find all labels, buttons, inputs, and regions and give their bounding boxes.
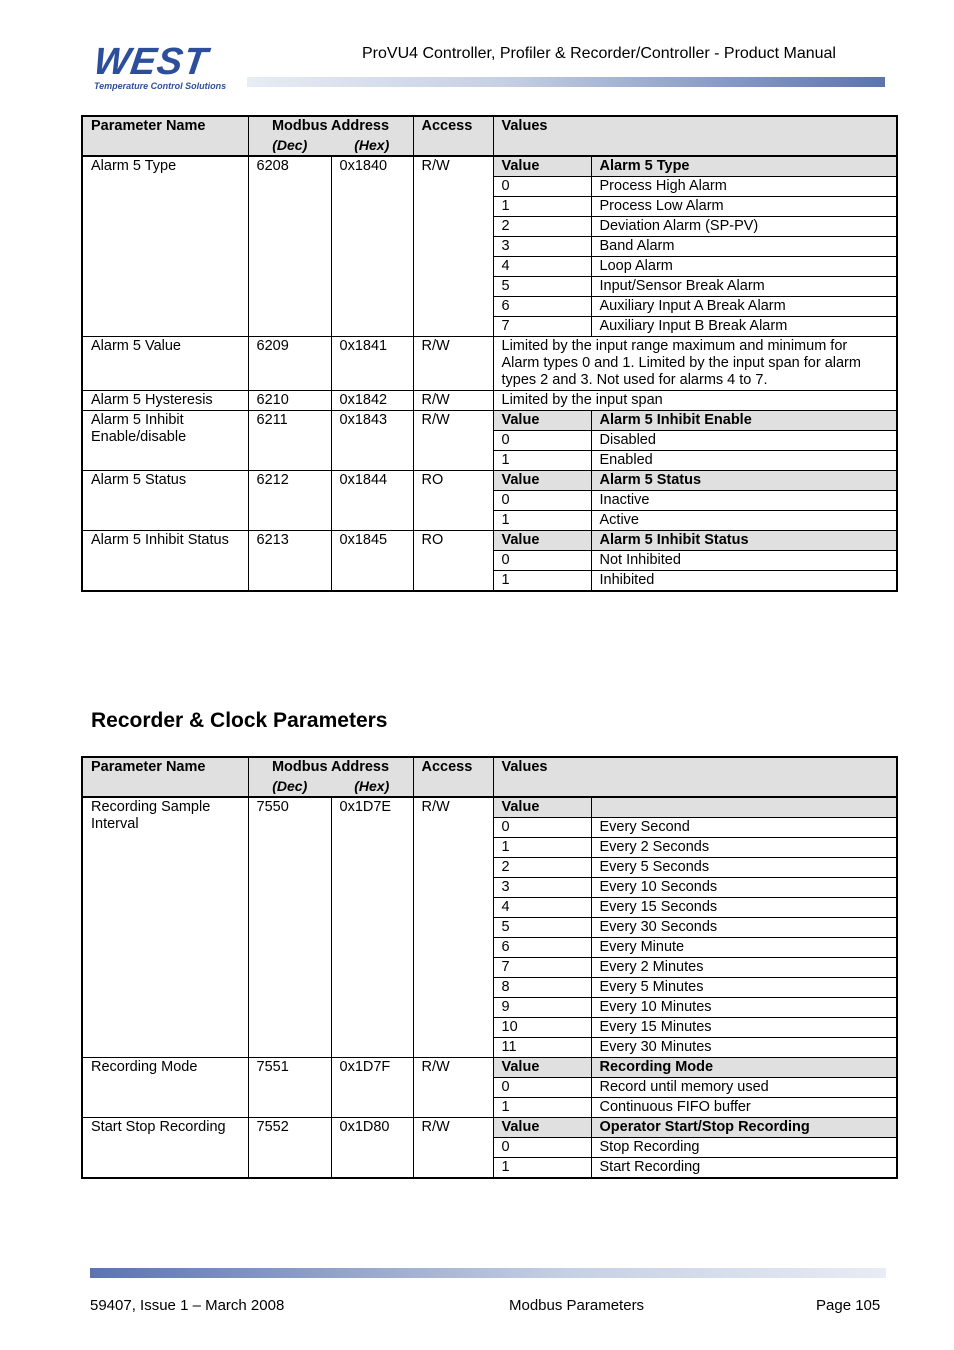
access-mode: R/W: [413, 156, 493, 337]
parameter-name: Alarm 5 Hysteresis: [82, 391, 248, 411]
section-title: Recorder & Clock Parameters: [91, 709, 388, 732]
value-code: 3: [493, 878, 591, 898]
value-code: 1: [493, 451, 591, 471]
modbus-hex: 0x1D7F: [331, 1058, 413, 1118]
access-mode: R/W: [413, 797, 493, 1058]
value-text: Limited by the input span: [493, 391, 897, 411]
value-code: 1: [493, 511, 591, 531]
value-code: 0: [493, 551, 591, 571]
value-description: Every 10 Seconds: [591, 878, 897, 898]
value-column-header: Value: [493, 1058, 591, 1078]
access-mode: RO: [413, 471, 493, 531]
value-code: 11: [493, 1038, 591, 1058]
header-dec: (Dec): [248, 777, 331, 797]
recorder-parameter-table: [81, 756, 898, 1179]
value-description: Enabled: [591, 451, 897, 471]
value-code: 5: [493, 277, 591, 297]
table-row: [82, 156, 897, 177]
header-blank: [82, 777, 248, 797]
value-description: Every 15 Minutes: [591, 1018, 897, 1038]
modbus-hex: 0x1841: [331, 337, 413, 391]
parameter-name: Alarm 5 Type: [82, 156, 248, 337]
value-description: Every 2 Seconds: [591, 838, 897, 858]
modbus-hex: 0x1D80: [331, 1118, 413, 1179]
manual-title: ProVU4 Controller, Profiler & Recorder/Controller - Product Manual: [362, 45, 836, 62]
table-row: [82, 1118, 897, 1138]
value-code: 4: [493, 257, 591, 277]
value-code: 0: [493, 818, 591, 838]
modbus-hex: 0x1840: [331, 156, 413, 337]
values-column-header: Alarm 5 Inhibit Enable: [591, 411, 897, 431]
value-description: Auxiliary Input B Break Alarm: [591, 317, 897, 337]
header-modbus-address: Modbus Address: [248, 116, 413, 136]
header-values: Values: [493, 116, 897, 136]
value-description: Every Minute: [591, 938, 897, 958]
access-mode: R/W: [413, 391, 493, 411]
logo-subtitle: Temperature Control Solutions: [94, 81, 227, 91]
table-header-row: [82, 116, 897, 136]
access-mode: R/W: [413, 337, 493, 391]
value-code: 5: [493, 918, 591, 938]
value-column-header: Value: [493, 156, 591, 177]
value-code: 1: [493, 838, 591, 858]
modbus-dec: 6210: [248, 391, 331, 411]
value-description: Active: [591, 511, 897, 531]
value-description: Input/Sensor Break Alarm: [591, 277, 897, 297]
value-code: 8: [493, 978, 591, 998]
value-description: Every 2 Minutes: [591, 958, 897, 978]
value-code: 6: [493, 297, 591, 317]
access-mode: RO: [413, 531, 493, 592]
value-description: Stop Recording: [591, 1138, 897, 1158]
modbus-dec: 6209: [248, 337, 331, 391]
table-row: [82, 411, 897, 431]
modbus-hex: 0x1842: [331, 391, 413, 411]
value-description: Deviation Alarm (SP-PV): [591, 217, 897, 237]
value-code: 6: [493, 938, 591, 958]
value-code: 1: [493, 1098, 591, 1118]
header-modbus-address: Modbus Address: [248, 757, 413, 777]
footer-page-number: Page 105: [816, 1297, 881, 1314]
value-column-header: Value: [493, 471, 591, 491]
footer-section: Modbus Parameters: [509, 1297, 645, 1314]
parameter-name: Recording Sample Interval: [82, 797, 248, 1058]
value-description: Band Alarm: [591, 237, 897, 257]
value-description: Every 30 Seconds: [591, 918, 897, 938]
alarm5-parameter-table: [81, 115, 898, 592]
values-column-header: Recording Mode: [591, 1058, 897, 1078]
value-description: Continuous FIFO buffer: [591, 1098, 897, 1118]
modbus-hex: 0x1845: [331, 531, 413, 592]
header-parameter-name: Parameter Name: [82, 116, 248, 136]
value-code: 0: [493, 1138, 591, 1158]
value-description: Inactive: [591, 491, 897, 511]
value-column-header: Value: [493, 797, 591, 818]
values-column-header: Operator Start/Stop Recording: [591, 1118, 897, 1138]
value-code: 3: [493, 237, 591, 257]
modbus-dec: 6208: [248, 156, 331, 337]
header-access: Access: [413, 116, 493, 136]
value-code: 2: [493, 858, 591, 878]
value-code: 2: [493, 217, 591, 237]
value-description: Every 30 Minutes: [591, 1038, 897, 1058]
parameter-name: Alarm 5 Status: [82, 471, 248, 531]
value-description: Process Low Alarm: [591, 197, 897, 217]
modbus-dec: 7551: [248, 1058, 331, 1118]
access-mode: R/W: [413, 411, 493, 471]
value-column-header: Value: [493, 1118, 591, 1138]
parameter-name: Recording Mode: [82, 1058, 248, 1118]
value-code: 7: [493, 317, 591, 337]
header-blank: [493, 136, 897, 156]
modbus-hex: 0x1843: [331, 411, 413, 471]
value-code: 0: [493, 491, 591, 511]
west-logo: [91, 41, 246, 92]
table-row: [82, 1058, 897, 1078]
value-code: 9: [493, 998, 591, 1018]
header-values: Values: [493, 757, 897, 777]
values-column-header: [591, 797, 897, 818]
value-code: 10: [493, 1018, 591, 1038]
value-description: Start Recording: [591, 1158, 897, 1179]
value-description: Inhibited: [591, 571, 897, 592]
table-row: [82, 471, 897, 491]
recorder-table-body: [82, 757, 897, 1178]
access-mode: R/W: [413, 1118, 493, 1179]
header-parameter-name: Parameter Name: [82, 757, 248, 777]
header-blank: [82, 136, 248, 156]
value-code: 7: [493, 958, 591, 978]
values-column-header: Alarm 5 Inhibit Status: [591, 531, 897, 551]
header-blank: [413, 136, 493, 156]
value-description: Not Inhibited: [591, 551, 897, 571]
value-description: Auxiliary Input A Break Alarm: [591, 297, 897, 317]
header-rule: [247, 77, 885, 87]
header-hex: (Hex): [331, 136, 413, 156]
value-code: 1: [493, 197, 591, 217]
logo-word: WEST: [91, 41, 211, 83]
value-code: 4: [493, 898, 591, 918]
modbus-dec: 6212: [248, 471, 331, 531]
modbus-dec: 6213: [248, 531, 331, 592]
modbus-dec: 7550: [248, 797, 331, 1058]
table-subheader-row: [82, 136, 897, 156]
table-subheader-row: [82, 777, 897, 797]
parameter-name: Alarm 5 Inhibit Enable/disable: [82, 411, 248, 471]
value-description: Disabled: [591, 431, 897, 451]
header-access: Access: [413, 757, 493, 777]
parameter-name: Alarm 5 Value: [82, 337, 248, 391]
value-code: 1: [493, 571, 591, 592]
value-text: Limited by the input range maximum and minimum for Alarm types 0 and 1. Limited by the input span for alarm types 2 and 3. Not used for alarms 4 to 7.: [493, 337, 897, 391]
footer-doc-id: 59407, Issue 1 – March 2008: [90, 1297, 285, 1314]
table-row: [82, 391, 897, 411]
modbus-dec: 7552: [248, 1118, 331, 1179]
modbus-hex: 0x1844: [331, 471, 413, 531]
table-row: [82, 337, 897, 391]
header-hex: (Hex): [331, 777, 413, 797]
modbus-hex: 0x1D7E: [331, 797, 413, 1058]
value-column-header: Value: [493, 411, 591, 431]
value-description: Process High Alarm: [591, 177, 897, 197]
footer-rule: [90, 1268, 886, 1278]
table-row: [82, 531, 897, 551]
access-mode: R/W: [413, 1058, 493, 1118]
alarm5-table-body: [82, 116, 897, 591]
value-description: Record until memory used: [591, 1078, 897, 1098]
value-description: Loop Alarm: [591, 257, 897, 277]
values-column-header: Alarm 5 Type: [591, 156, 897, 177]
header-blank: [413, 777, 493, 797]
modbus-dec: 6211: [248, 411, 331, 471]
value-code: 0: [493, 431, 591, 451]
value-description: Every 5 Seconds: [591, 858, 897, 878]
value-code: 0: [493, 177, 591, 197]
value-code: 0: [493, 1078, 591, 1098]
header-blank: [493, 777, 897, 797]
table-header-row: [82, 757, 897, 777]
value-code: 1: [493, 1158, 591, 1179]
value-column-header: Value: [493, 531, 591, 551]
value-description: Every 10 Minutes: [591, 998, 897, 1018]
values-column-header: Alarm 5 Status: [591, 471, 897, 491]
value-description: Every 15 Seconds: [591, 898, 897, 918]
parameter-name: Alarm 5 Inhibit Status: [82, 531, 248, 592]
header-dec: (Dec): [248, 136, 331, 156]
table-row: [82, 797, 897, 818]
parameter-name: Start Stop Recording: [82, 1118, 248, 1179]
value-description: Every Second: [591, 818, 897, 838]
value-description: Every 5 Minutes: [591, 978, 897, 998]
